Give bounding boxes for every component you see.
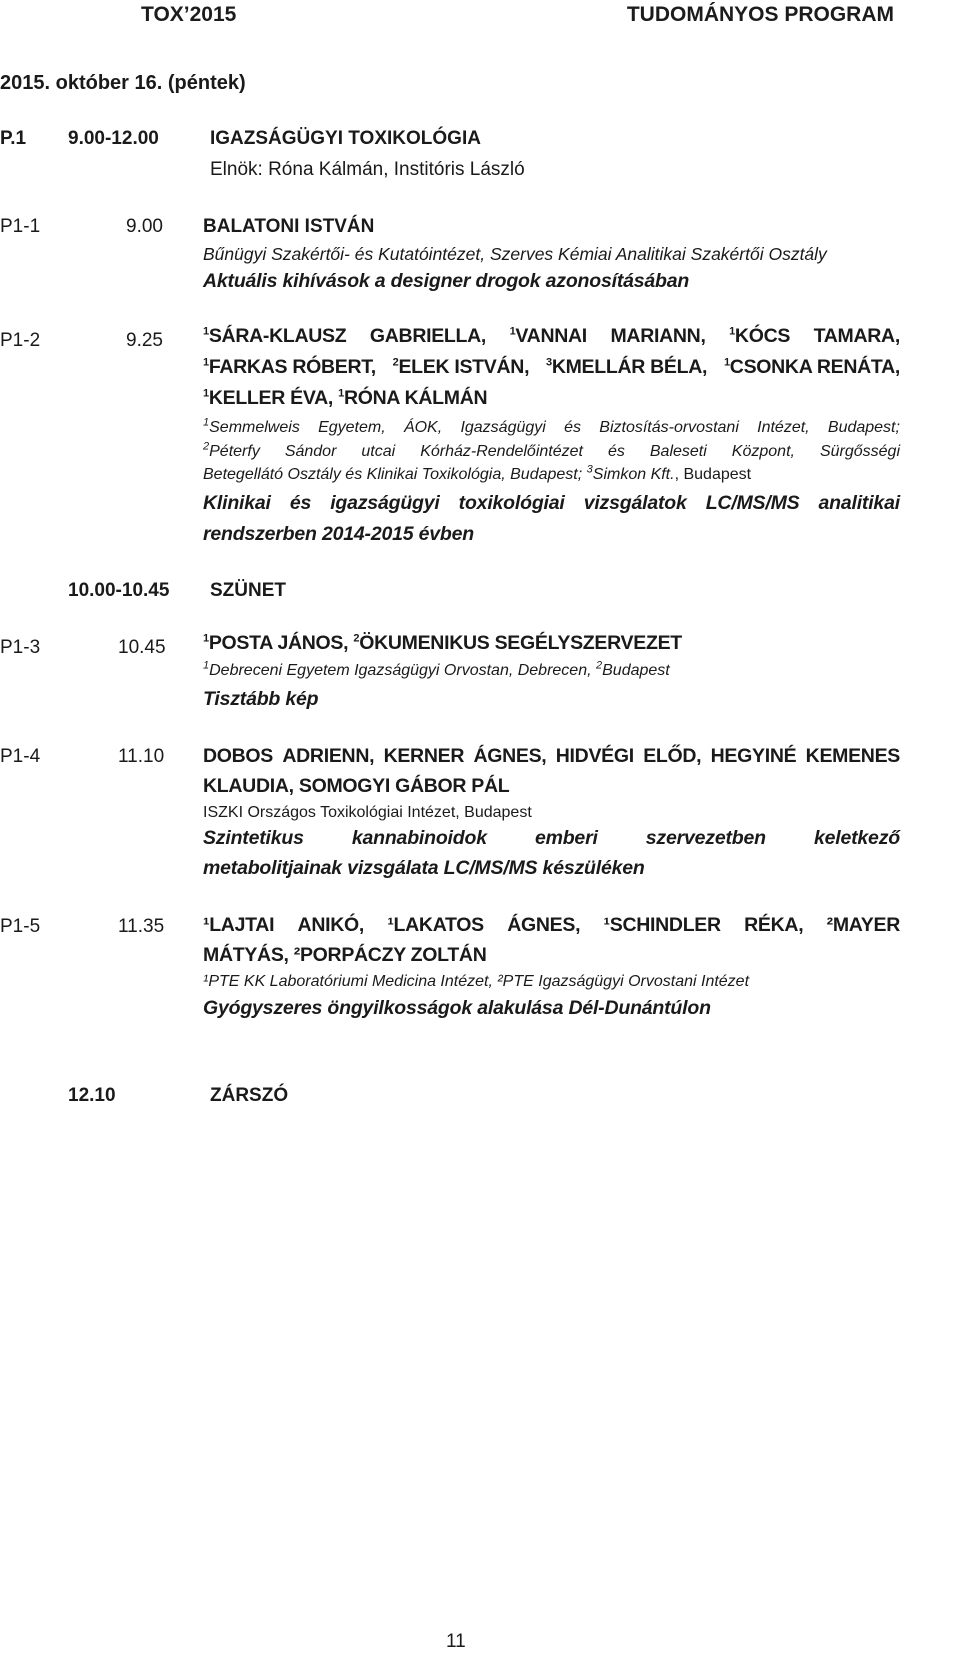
date-heading: 2015. október 16. (péntek) <box>0 72 246 94</box>
p2-authors-line1 <box>203 325 900 348</box>
p5-title: Gyógyszeres öngyilkosságok alakulása Dél-Dunántúlon <box>203 997 711 1019</box>
p2-author: $^1$FARKAS RÓBERT, <box>203 356 376 378</box>
p4-title-line1: Szintetikus kannabinoidok emberi szervezetben keletkező <box>203 827 900 849</box>
closing-label: ZÁRSZÓ <box>210 1085 289 1106</box>
p3-code: P1-3 <box>0 637 41 658</box>
p5-authors-line2: MÁTYÁS, ²PORPÁCZY ZOLTÁN <box>203 944 487 966</box>
p2-title-line1: Klinikai és igazságügyi toxikológiai vizsgálatok LC/MS/MS analitikai <box>203 492 900 514</box>
p1-time: 9.00 <box>126 216 163 237</box>
p2-title-line2: rendszerben 2014-2015 évben <box>203 523 474 545</box>
p2-author: $^2$ELEK ISTVÁN, <box>392 356 530 378</box>
p2-author-word: GABRIELLA, <box>369 325 487 347</box>
p2-aff-line1: $^1$Semmelweis Egyetem, ÁOK, Igazságügyi és Biztosítás-orvostani Intézet, Budapest; <box>203 416 900 436</box>
page-number: 11 <box>446 1631 466 1652</box>
p2-code: P1-2 <box>0 330 41 351</box>
p5-time: 11.35 <box>118 916 165 937</box>
p2-author: $^3$KMELLÁR BÉLA, <box>545 356 708 378</box>
p3-title: Tisztább kép <box>203 688 319 710</box>
header-left: TOX’2015 <box>141 3 237 26</box>
break-label: SZÜNET <box>210 580 286 601</box>
p2-authors-line2 <box>203 356 900 379</box>
p1-code: P1-1 <box>0 216 41 237</box>
p4-time: 11.10 <box>118 746 165 767</box>
p1-authors: BALATONI ISTVÁN <box>203 216 375 237</box>
p2-author-word: $^1$VANNAI <box>509 325 587 347</box>
p1-title: Aktuális kihívások a designer drogok azonosításában <box>203 270 690 292</box>
session-chairs: Elnök: Róna Kálmán, Institóris László <box>210 159 525 180</box>
session-time: 9.00-12.00 <box>68 128 159 149</box>
p2-aff-line3: Betegellátó Osztály és Klinikai Toxikológia, Budapest; $^3$Simkon Kft., Budapest <box>203 463 752 483</box>
p2-authors-line3: $^1$KELLER ÉVA, $^1$RÓNA KÁLMÁN <box>203 387 488 409</box>
p2-author: $^1$CSONKA RENÁTA, <box>723 356 900 378</box>
p4-affiliation: ISZKI Országos Toxikológiai Intézet, Budapest <box>203 804 532 821</box>
p1-affiliation: Bűnügyi Szakértői- és Kutatóintézet, Szerves Kémiai Analitikai Szakértői Osztály <box>203 244 827 264</box>
p2-time: 9.25 <box>126 330 163 351</box>
p2-author-word: $^1$KÓCS <box>729 325 791 347</box>
header-right: TUDOMÁNYOS PROGRAM <box>626 3 894 26</box>
p3-time: 10.45 <box>118 637 166 658</box>
p3-authors: $^1$POSTA JÁNOS, $^2$ÖKUMENIKUS SEGÉLYSZERVEZET <box>203 632 682 654</box>
p4-authors-line1: DOBOS ADRIENN, KERNER ÁGNES, HIDVÉGI ELŐD, HEGYINÉ KEMENES <box>203 745 900 767</box>
p2-aff-line2: $^2$Péterfy Sándor utcai Kórház-Rendelőintézet és Baleseti Központ, Sürgősségi <box>203 440 900 460</box>
p5-authors-line1: ¹LAJTAI ANIKÓ, ¹LAKATOS ÁGNES, ¹SCHINDLER RÉKA, ²MAYER <box>203 914 900 936</box>
p4-title-line2: metabolitjainak vizsgálata LC/MS/MS készüléken <box>203 857 645 879</box>
p3-affiliation: $^1$Debreceni Egyetem Igazságügyi Orvostan, Debrecen, $^2$Budapest <box>203 659 670 679</box>
p2-author-word: $^1$SÁRA-KLAUSZ <box>203 325 347 347</box>
p2-author-word: TAMARA, <box>813 325 900 347</box>
p4-code: P1-4 <box>0 746 41 767</box>
p4-authors-line2: KLAUDIA, SOMOGYI GÁBOR PÁL <box>203 775 510 797</box>
session-code: P.1 <box>0 128 27 149</box>
session-title: IGAZSÁGÜGYI TOXIKOLÓGIA <box>210 128 481 149</box>
break-time: 10.00-10.45 <box>68 580 170 601</box>
p5-affiliation: ¹PTE KK Laboratóriumi Medicina Intézet, ²PTE Igazságügyi Orvostani Intézet <box>203 973 750 990</box>
closing-time: 12.10 <box>68 1085 116 1106</box>
p5-code: P1-5 <box>0 916 41 937</box>
p2-author-word: MARIANN, <box>610 325 706 347</box>
